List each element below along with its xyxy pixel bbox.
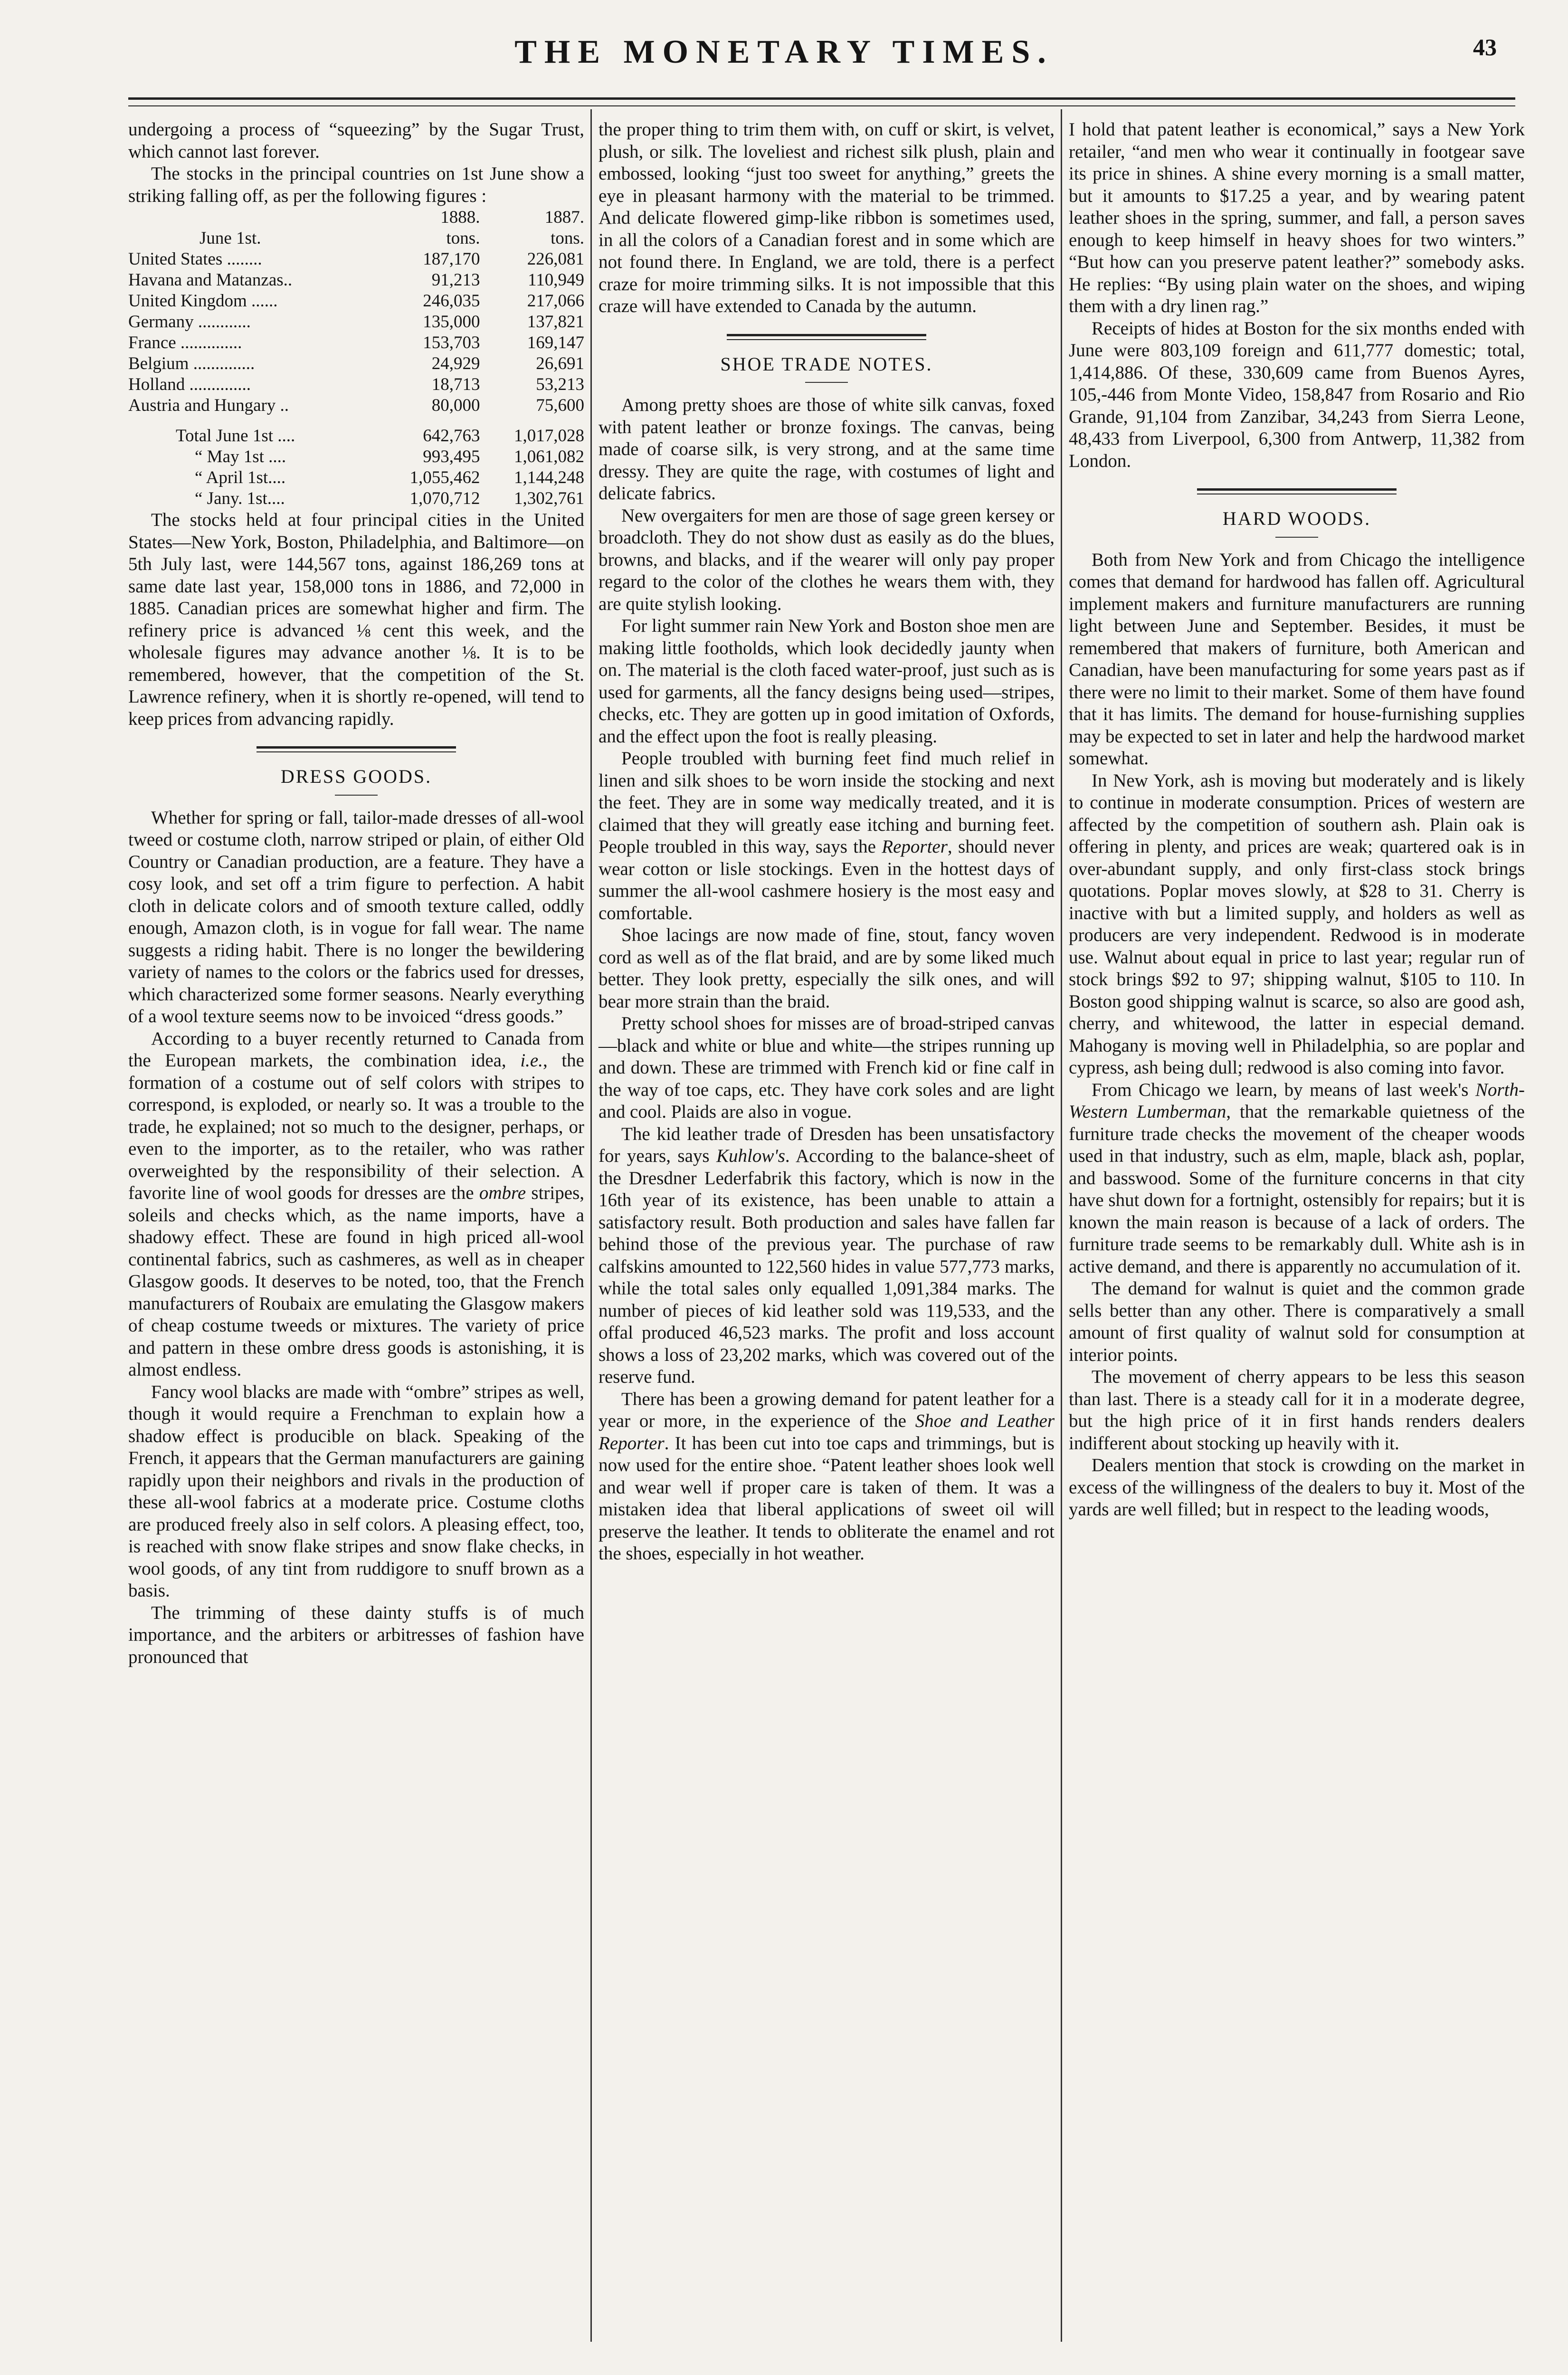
table-header-unit: tons. <box>446 228 480 248</box>
paragraph <box>1069 1079 1525 1278</box>
masthead <box>0 33 1568 86</box>
section-title: SHOE TRADE NOTES. <box>720 353 933 375</box>
italic-text: North-Western Lumberman <box>1069 1079 1525 1122</box>
paragraph: Among pretty shoes are those of white silk canvas, foxed with patent leather or bronze foxings. The canvas, being made of coarse silk, is very strong, and at the same time dressy. They are quite the rage, with costumes of light and delicate fabrics. <box>599 395 1055 504</box>
italic-text: i.e. <box>520 1050 543 1071</box>
total-label: Total June 1st .... <box>176 426 295 446</box>
section-rule <box>727 334 926 336</box>
table-header-year: 1888. <box>440 208 480 227</box>
text-run: The kid leather trade of Dresden has been unsatisfactory for years, says <box>599 1123 1055 1166</box>
total-row <box>128 426 584 446</box>
title-underline <box>335 795 378 796</box>
column-3 <box>1069 119 1525 1521</box>
value-1888: 187,170 <box>423 249 480 269</box>
italic-text: ombre <box>479 1183 526 1203</box>
total-row <box>128 446 584 467</box>
masthead-title: THE MONETARY TIMES. <box>514 34 1054 70</box>
section-rule <box>727 339 926 340</box>
value-1888: 91,213 <box>431 270 480 290</box>
paragraph: Dealers mention that stock is crowding on the market in excess of the willingness of the dealers to buy it. Most of the yards are well filled; but in respect to the leading woods, <box>1069 1455 1525 1520</box>
value-1888: 1,070,712 <box>409 489 480 508</box>
total-label: “ Jany. 1st.... <box>195 489 285 508</box>
paragraph: Receipts of hides at Boston for the six months ended with June were 803,109 foreign and 611,777 domestic; total, 1,414,886. Of these, 330,609 came from Buenos Ayres, 105,-446 from Monte Video, 158,847 from Rosario and Rio Grande, 91,104 from Zanzibar, 34,243 from Sierra Leone, 48,433 from Liverpool, 6,300 from Antwerp, 11,382 from London. <box>1069 318 1525 471</box>
value-1887: 169,147 <box>527 333 584 352</box>
total-label: “ April 1st.... <box>195 468 286 487</box>
value-1887: 217,066 <box>527 291 584 311</box>
text-run: From Chicago we learn, by means of last week's <box>1092 1079 1475 1100</box>
text-run: According to a buyer recently returned to Canada from the European markets, the combination idea, <box>128 1028 584 1071</box>
paragraph: Fancy wool blacks are made with “ombre” stripes as well, though it would require a Frenchman to explain how a shadow effect is producible on black. Speaking of the French, it appears that the German manufacturers are gaining rapidly upon their neighbors and rivals in the production of these all-wool fabrics at a moderate price. Costume cloths are produced freely also in self colors. A pleasing effect, too, is reached with snow flake stripes and snow flake checks, in wool goods, of any tint from ruddigore to snuff brown as a basis. <box>128 1381 584 1601</box>
value-1887: 110,949 <box>528 270 584 290</box>
column-divider <box>590 109 592 2342</box>
text-run: , the formation of a costume out of self colors with stripes to correspond, is exploded, or nearly so. It was a trouble to the trade, he explained; not so much to the designer, perhaps, or even to the importer, as to the retailer, who was rather overweighted by the responsibility of their selection. A favorite line of wool goods for dresses are the <box>128 1050 584 1203</box>
value-1887: 26,691 <box>536 354 584 373</box>
section-title: DRESS GOODS. <box>280 766 432 787</box>
column-2 <box>599 119 1055 1565</box>
paragraph: the proper thing to trim them with, on cuff or skirt, is velvet, plush, or silk. The loveliest and richest silk plush, plain and embossed, looking “just too sweet for anything,” greets the eye in pleasant harmony with the material to be trimmed. And delicate flowered gimp-like ribbon is sometimes used, in all the colors of a Canadian forest and in some which are not found there. In England, we are told, there is a perfect craze for moire trimming silks. It is not impossible that this craze will have extended to Canada by the autumn. <box>599 119 1055 316</box>
value-1888: 153,703 <box>423 333 480 352</box>
country-name: United States ........ <box>128 249 262 269</box>
top-rule-thin <box>128 105 1515 106</box>
paragraph: Shoe lacings are now made of fine, stout, fancy woven cord as well as of the flat braid, and are by some liked much better. They look pretty, especially the silk ones, and will bear more strain than the braid. <box>599 925 1055 1012</box>
country-name: France .............. <box>128 333 242 352</box>
value-1887: 75,600 <box>536 396 584 415</box>
value-1888: 246,035 <box>423 291 480 311</box>
table-row-label-header: June 1st. <box>200 228 261 248</box>
value-1887: 53,213 <box>536 375 584 394</box>
country-name: Belgium .............. <box>128 354 255 373</box>
total-row <box>128 467 584 488</box>
top-rule <box>128 97 1515 100</box>
table-row <box>128 374 584 395</box>
table-row <box>128 270 584 291</box>
paragraph: The movement of cherry appears to be less this season than last. There is a steady call for it in a moderate degree, but the high price of it in first hands renders dealers indifferent about stocking up heavily with it. <box>1069 1367 1525 1454</box>
value-1887: 1,061,082 <box>514 447 584 466</box>
text-run: stripes, soleils and checks which, as the name imports, have a shadowy effect. These are found in high priced all-wool continental fabrics, such as cashmeres, as well as in cheaper Glasgow goods. It deserves to be noted, too, that the French manufacturers of Roubaix are emulating the Glasgow makers of cheap costume tweeds or mixtures. The variety of price and pattern in these ombre dress goods is astonishing, it is almost endless. <box>128 1183 584 1380</box>
table-row <box>128 332 584 353</box>
paragraph: undergoing a process of “squeezing” by the Sugar Trust, which cannot last forever. <box>128 119 584 162</box>
value-1888: 18,713 <box>431 375 480 394</box>
text-run: , that the remarkable quietness of the furniture trade checks the movement of the cheaper woods used in that industry, such as elm, maple, black ash, poplar, and basswood. Some of the furniture concerns in that city have shut down for a fortnight, ostensibly for repairs; but it is known the main reason is because of a lack of orders. The furniture trade seems to be remarkably dull. White ash is in active demand, and there is apparently no accumulation of it. <box>1069 1102 1525 1277</box>
value-1887: 1,302,761 <box>514 489 584 508</box>
total-label: “ May 1st .... <box>195 447 286 466</box>
paragraph: The trimming of these dainty stuffs is of much importance, and the arbiters or arbitresses of fashion have pronounced that <box>128 1602 584 1667</box>
value-1888: 993,495 <box>423 447 480 466</box>
table-header-unit: tons. <box>551 228 584 248</box>
value-1888: 80,000 <box>431 396 480 415</box>
text-run: There has been a growing demand for patent leather for a year or more, in the experience of the <box>599 1388 1055 1431</box>
table-row <box>128 291 584 312</box>
italic-text: Shoe and Leather Reporter <box>599 1411 1055 1454</box>
table-header-year: 1887. <box>544 208 584 227</box>
paragraph: I hold that patent leather is economical,” says a New York retailer, “and men who wear it continually in footgear save its price in shines. A shine every morning is a small matter, but it amounts to $17.25 a year, and by wearing patent leather shoes in the spring, summer, and fall, a person saves enough to keep himself in heavy shoes for two winters.” “But how can you preserve patent leather?” somebody asks. He replies: “By using plain water on the shoes, and wiping them with a dry linen rag.” <box>1069 119 1525 316</box>
country-name: United Kingdom ...... <box>128 291 278 311</box>
paragraph: New overgaiters for men are those of sage green kersey or broadcloth. They do not show dust as easily as do the blues, browns, and blacks, and if the wearer will only pay proper regard to the color of the clothes he wears them with, they are quite stylish looking. <box>599 505 1055 614</box>
value-1888: 1,055,462 <box>409 468 480 487</box>
title-underline <box>1275 537 1318 538</box>
paragraph: In New York, ash is moving but moderately and is likely to continue in moderate consumption. Prices of western are affected by the competition of southern ash. Plain oak is offering in plenty, and prices are weak; quartered oak is in over-abundant supply, and only first-class stock brings quotations. Poplar moves slowly, at $28 to 31. Cherry is inactive with but a limited supply, and holders as well as producers are very independent. Redwood is in moderate use. Walnut about equal in price to last year; regular run of stock brings $92 to 97; shipping walnut, $105 to 110. In Boston good shipping walnut is scarce, so also are good ash, cherry, and whitewood, the latter in especial demand. Mahogany is moving well in Philadelphia, so are poplar and cypress, ash being dull; redwood is also coming into favor. <box>1069 770 1525 1078</box>
italic-text: Kuhlow's <box>716 1146 785 1166</box>
text-run: . It has been cut into toe caps and trimmings, but is now used for the entire shoe. “Patent leather shoes look well and wear well if proper care is taken of them. It was a mistaken idea that liberal applications of sweet oil will preserve the leather. It tends to obliterate the enamel and rot the shoes, especially in hot weather. <box>599 1433 1055 1564</box>
paragraph: Pretty school shoes for misses are of broad-striped canvas—black and white or blue and white—the stripes running up and down. These are trimmed with French kid or fine calf in the way of toe caps, etc. They have cork soles and are light and cool. Plaids are also in vogue. <box>599 1013 1055 1122</box>
section-rule <box>1197 488 1397 491</box>
value-1887: 1,144,248 <box>514 468 584 487</box>
text-run: , should never wear cotton or lisle stockings. Even in the hottest days of summer the all-wool cashmere hosiery is the most easy and comfortable. <box>599 836 1055 923</box>
country-name: Havana and Matanzas.. <box>128 270 293 290</box>
paragraph <box>599 1388 1055 1565</box>
paragraph: The demand for walnut is quiet and the common grade sells better than any other. There is comparatively a small amount of first quality of walnut sold for consumption at interior points. <box>1069 1278 1525 1365</box>
value-1888: 24,929 <box>431 354 480 373</box>
text-run: People troubled with burning feet find much relief in linen and silk shoes to be worn inside the stocking and next the feet. They are in some way medically treated, and it is claimed that they will greatly ease itching and burning feet. People troubled in this way, says the <box>599 748 1055 857</box>
value-1887: 226,081 <box>527 249 584 269</box>
paragraph: The stocks in the principal countries on 1st June show a striking falling off, as per the following figures : <box>128 163 584 206</box>
paragraph: Both from New York and from Chicago the intelligence comes that demand for hardwood has fallen off. Agricultural implement makers and furniture manufacturers are running light between June and September. Besides, it must be remembered that makers of furniture, both American and Canadian, have been manufacturing for some years past as if there were no limit to their market. Some of them have found that it has limits. The demand for house-furnishing supplies may be expected to set in later and help the hardwood market somewhat. <box>1069 549 1525 769</box>
value-1887: 137,821 <box>527 312 584 332</box>
table-row <box>128 353 584 374</box>
text-run: . According to the balance-sheet of the Dresdner Lederfabrik this factory, which is now in the 16th year of its existence, has been unable to attain a satisfactory result. Both production and sales have fallen far behind those of the previous year. The purchase of raw calfskins amounted to 122,560 hides in value 577,773 marks, while the total sales only equalled 1,091,384 marks. The number of pieces of kid leather sold was 119,533, and the offal produced 46,523 marks. The profit and loss account shows a loss of 23,202 marks, which was covered out of the reserve fund. <box>599 1146 1055 1387</box>
page-number: 43 <box>1473 34 1497 60</box>
column-divider <box>1061 109 1062 2342</box>
country-name: Holland .............. <box>128 375 251 394</box>
table-row <box>128 312 584 332</box>
italic-text: Reporter <box>882 836 948 857</box>
paragraph <box>599 748 1055 924</box>
section-rule <box>257 751 456 752</box>
paragraph <box>599 1123 1055 1388</box>
paragraph <box>128 1028 584 1381</box>
country-name: Austria and Hungary .. <box>128 396 289 415</box>
paragraph: For light summer rain New York and Boston shoe men are making little footholds, which look decidedly jaunty when on. The material is the cloth faced water-proof, just such as is used for garments, all the fancy designs being used—stripes, checks, etc. They are gotten up in good imitation of Oxfords, and the effect upon the foot is really pleasing. <box>599 616 1055 747</box>
table-row <box>128 249 584 270</box>
value-1887: 1,017,028 <box>514 426 584 446</box>
value-1888: 642,763 <box>423 426 480 446</box>
section-title: HARD WOODS. <box>1222 508 1371 529</box>
value-1888: 135,000 <box>423 312 480 332</box>
total-row <box>128 488 584 509</box>
table-row <box>128 395 584 416</box>
paragraph: Whether for spring or fall, tailor-made dresses of all-wool tweed or costume cloth, narrow striped or plain, of either Old Country or Canadian production, are a feature. They have a cosy look, and set off a trim figure to perfection. A habit cloth in delicate colors and of smooth texture called, oddly enough, Amazon cloth, is in vogue for fall wear. The name suggests a riding habit. There is no longer the bewildering variety of names to the colors or the fabrics used for dresses, which characterized some former seasons. Nearly everything of a wool texture seems now to be invoiced “dress goods.” <box>128 807 584 1026</box>
column-1 <box>128 119 584 1668</box>
paragraph: The stocks held at four principal cities in the United States—New York, Boston, Philadelphia, and Baltimore—on 5th July last, were 144,567 tons, against 186,269 tons at same date last year, 158,000 tons in 1886, and 72,000 in 1885. Canadian prices are somewhat higher and firm. The refinery price is advanced ⅛ cent this week, and the wholesale figures may advance another ⅛. It is to be remembered, however, that the competition of the St. Lawrence refinery, when it is shortly re-opened, will tend to keep prices from advancing rapidly. <box>128 510 584 729</box>
title-underline <box>805 382 848 383</box>
sugar-stocks-table <box>128 207 584 509</box>
section-rule <box>257 746 456 749</box>
country-name: Germany ............ <box>128 312 251 332</box>
